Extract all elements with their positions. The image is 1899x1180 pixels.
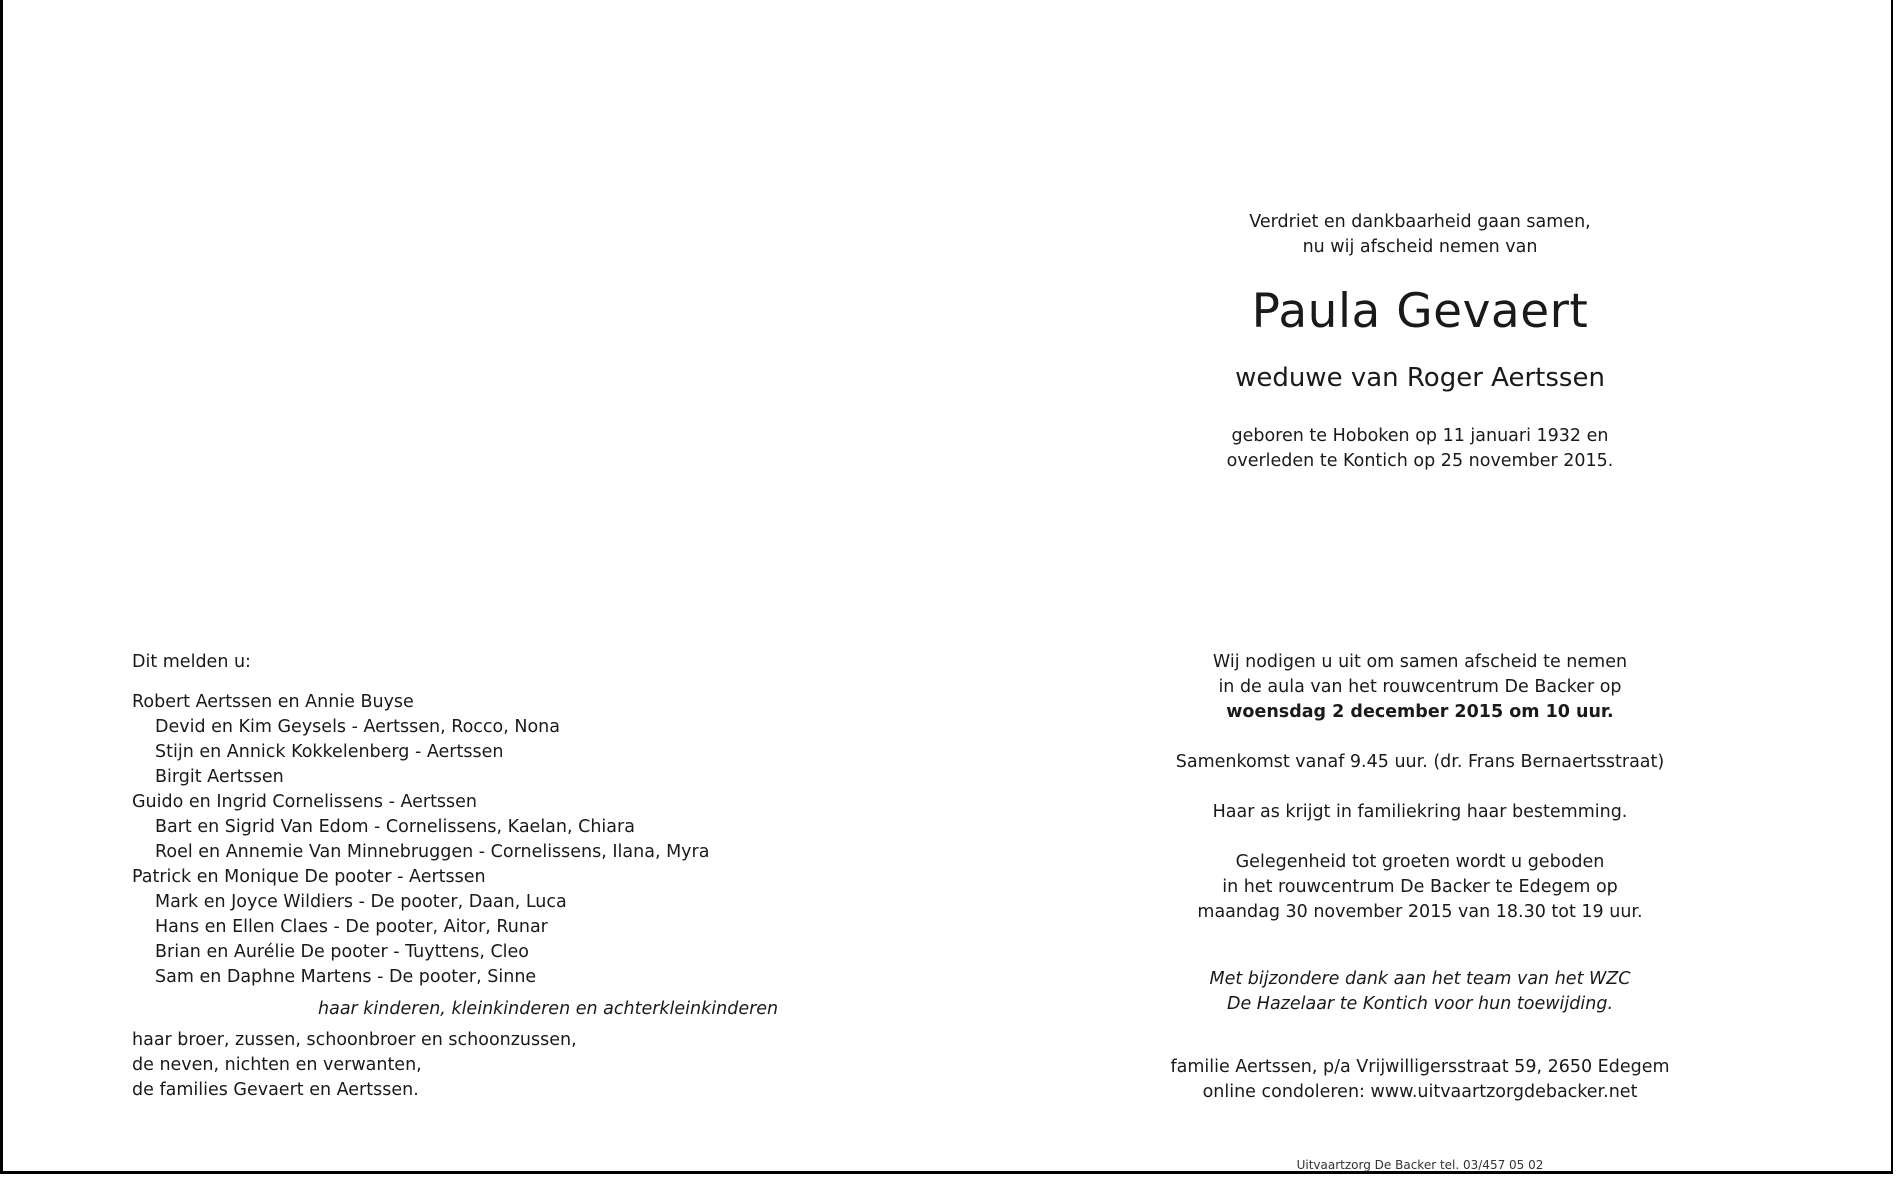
family-member: Mark en Joyce Wildiers - De pooter, Daan, Luca [155, 892, 567, 912]
family-member: Robert Aertssen en Annie Buyse [132, 692, 414, 712]
family-member: Birgit Aertssen [155, 767, 284, 787]
family-member: Hans en Ellen Claes - De pooter, Aitor, Runar [155, 917, 548, 937]
thanks-line: Met bijzondere dank aan het team van het WZC [1209, 969, 1631, 989]
visitation-info [1150, 850, 1690, 925]
family-member: Patrick en Monique De pooter - Aertssen [132, 867, 486, 887]
thanks-note [1150, 967, 1690, 1017]
deceased-name: Paula Gevaert [1251, 284, 1589, 339]
birth-death-dates [1150, 424, 1690, 474]
intro-text [1150, 210, 1690, 260]
page-margin [1893, 0, 1899, 1180]
family-member: Devid en Kim Geysels - Aertssen, Rocco, Nona [155, 717, 560, 737]
family-member: Sam en Daphne Martens - De pooter, Sinne [155, 967, 537, 987]
dates-line: overleden te Kontich op 25 november 2015. [1226, 451, 1614, 471]
footer-undertaker: Uitvaartzorg De Backer tel. 03/457 05 02 [1296, 1158, 1544, 1172]
invite-line: in de aula van het rouwcentrum De Backer op [1218, 677, 1622, 697]
relation-caption: haar kinderen, kleinkinderen en achterkleinkinderen [318, 999, 779, 1019]
ceremony-invitation [1150, 650, 1690, 725]
contact-address: familie Aertssen, p/a Vrijwilligersstraat 59, 2650 Edegem [1170, 1057, 1670, 1077]
dates-line: geboren te Hoboken op 11 januari 1932 en [1231, 426, 1609, 446]
family-member: Brian en Aurélie De pooter - Tuyttens, Cleo [155, 942, 530, 962]
other-relatives [132, 1028, 772, 1103]
announce-label: Dit melden u: [132, 652, 251, 672]
visit-line: in het rouwcentrum De Backer te Edegem op [1222, 877, 1618, 897]
visit-line: Gelegenheid tot groeten wordt u geboden [1235, 852, 1605, 872]
gathering-info: Samenkomst vanaf 9.45 uur. (dr. Frans Bernaertsstraat) [1175, 752, 1665, 772]
intro-line: Verdriet en dankbaarheid gaan samen, [1249, 212, 1591, 232]
relatives-line: de neven, nichten en verwanten, [132, 1055, 422, 1075]
contact-info [1150, 1055, 1690, 1105]
family-member: Stijn en Annick Kokkelenberg - Aertssen [155, 742, 504, 762]
ceremony-date: woensdag 2 december 2015 om 10 uur. [1226, 702, 1614, 722]
contact-website: online condoleren: www.uitvaartzorgdebacker.net [1202, 1082, 1638, 1102]
invite-line: Wij nodigen u uit om samen afscheid te nemen [1212, 652, 1628, 672]
intro-line: nu wij afscheid nemen van [1302, 237, 1538, 257]
family-member: Bart en Sigrid Van Edom - Cornelissens, Kaelan, Chiara [155, 817, 635, 837]
ashes-info: Haar as krijgt in familiekring haar bestemming. [1212, 802, 1628, 822]
family-list [132, 690, 772, 990]
widow-of: weduwe van Roger Aertssen [1235, 363, 1605, 393]
family-member: Roel en Annemie Van Minnebruggen - Cornelissens, Ilana, Myra [155, 842, 710, 862]
visit-line: maandag 30 november 2015 van 18.30 tot 19 uur. [1197, 902, 1643, 922]
relatives-line: haar broer, zussen, schoonbroer en schoonzussen, [132, 1030, 577, 1050]
family-member: Guido en Ingrid Cornelissens - Aertssen [132, 792, 478, 812]
thanks-line: De Hazelaar te Kontich voor hun toewijding. [1226, 994, 1614, 1014]
relatives-line: de families Gevaert en Aertssen. [132, 1080, 419, 1100]
